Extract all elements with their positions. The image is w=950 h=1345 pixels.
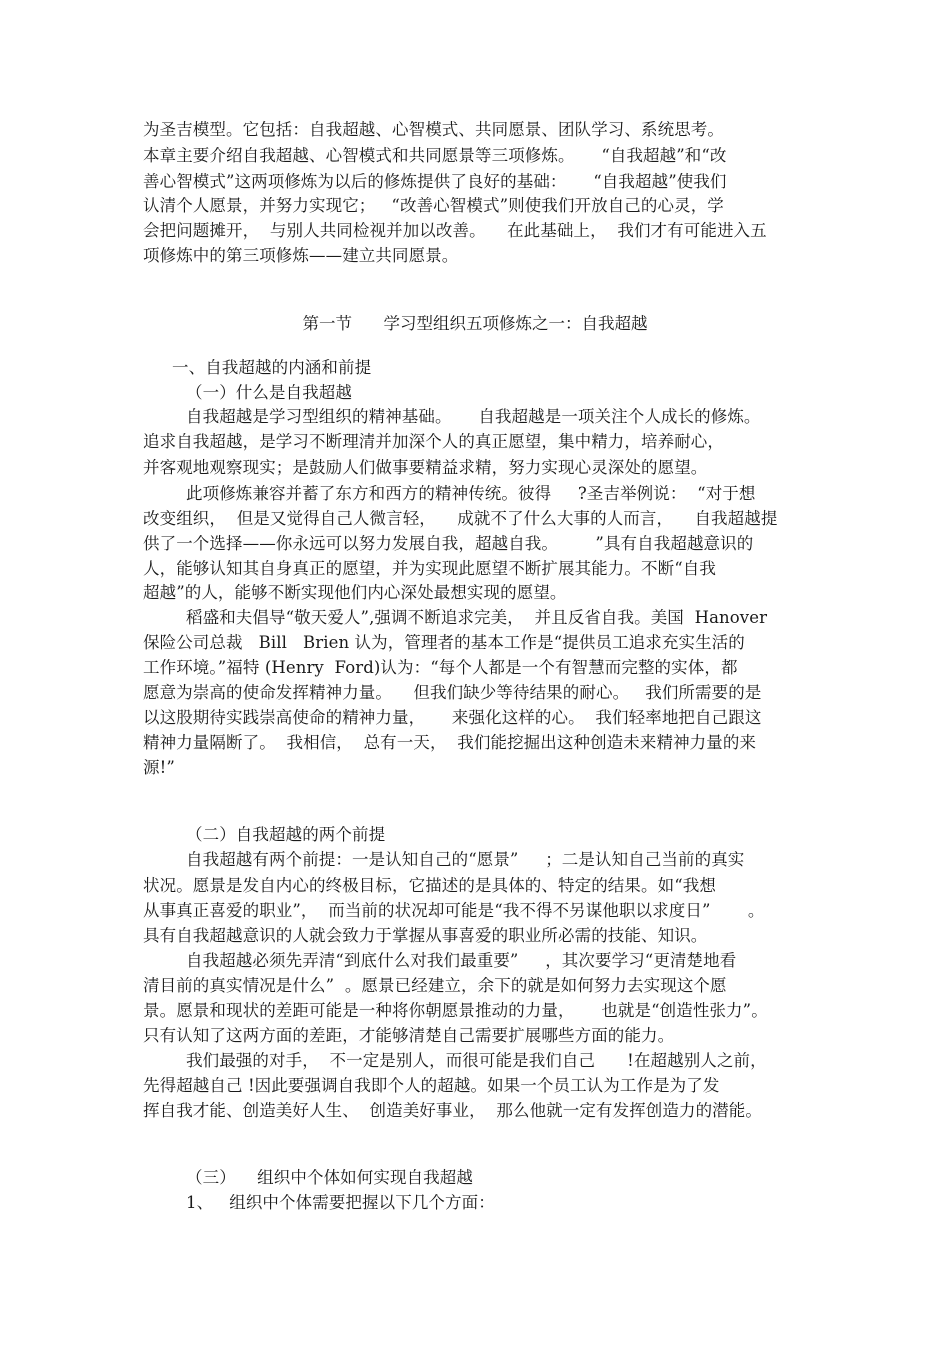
text-line: 供了一个选择——你永远可以努力发展自我，超越自我。 ”具有自我超越意识的 — [143, 534, 754, 553]
text-line: 景。愿景和现状的差距可能是一种将你朝愿景推动的力量， 也就是“创造性张力”。 — [143, 1001, 768, 1020]
text-line: 会把问题摊开， 与别人共同检视并加以改善。 在此基础上， 我们才有可能进入五 — [143, 221, 767, 240]
text-line: 追求自我超越，是学习不断理清并加深个人的真正愿望，集中精力，培养耐心， — [143, 432, 724, 451]
text-line: 自我超越是学习型组织的精神基础。 自我超越是一项关注个人成长的修炼。 — [186, 407, 761, 426]
text-line: 具有自我超越意识的人就会致力于掌握从事喜爱的职业所必需的技能、知识。 — [143, 926, 708, 945]
text-line: 人，能够认知其自身真正的愿望，并为实现此愿望不断扩展其能力。不断“自我 — [143, 559, 716, 578]
text-line: 以这股期待实践崇高使命的精神力量， 来强化这样的心。 我们轻率地把自己跟这 — [143, 708, 762, 727]
text-line: 善心智模式”这两项修炼为以后的修炼提供了良好的基础： “自我超越”使我们 — [143, 172, 727, 191]
text-line: 保险公司总裁 Bill Brien 认为，管理者的基本工作是“提供员工追求充实生活的 — [143, 633, 745, 652]
text-line: 状况。愿景是发自内心的终极目标，它描述的是具体的、特定的结果。如“我想 — [143, 876, 716, 895]
text-line: 我们最强的对手， 不一定是别人，而很可能是我们自己 !在超越别人之前， — [186, 1051, 767, 1070]
text-line: 认清个人愿景，并努力实现它； “改善心智模式”则使我们开放自己的心灵，学 — [143, 196, 724, 215]
part-heading: 一、自我超越的内涵和前提 — [172, 358, 372, 377]
text-line: 自我超越有两个前提：一是认知自己的“愿景” ；二是认知自己当前的真实 — [186, 850, 745, 869]
text-line: 从事真正喜爱的职业”， 而当前的状况却可能是“我不得不另谋他职以求度日” 。 — [143, 901, 765, 920]
text-line: 为圣吉模型。它包括：自我超越、心智模式、共同愿景、团队学习、系统思考。 — [143, 120, 724, 139]
text-line: 源!” — [143, 758, 175, 777]
text-line: 精神力量隔断了。 我相信， 总有一天， 我们能挖掘出这种创造未来精神力量的来 — [143, 733, 757, 752]
text-line: 本章主要介绍自我超越、心智模式和共同愿景等三项修炼。 “自我超越”和“改 — [143, 146, 727, 165]
text-line: 稻盛和夫倡导“敬天爱人”,强调不断追求完美， 并且反省自我。美国 Hanover — [186, 608, 768, 627]
text-line: 工作环境。”福特 (Henry Ford)认为：“每个人都是一个有智慧而完整的实体，都 — [143, 658, 738, 677]
subsection-heading: （二）自我超越的两个前提 — [186, 825, 386, 844]
text-line: 愿意为崇高的使命发挥精神力量。 但我们缺少等待结果的耐心。 我们所需要的是 — [143, 683, 762, 702]
text-line: 此项修炼兼容并蓄了东方和西方的精神传统。彼得 ?圣吉举例说： “对于想 — [186, 484, 756, 503]
text-line: 项修炼中的第三项修炼——建立共同愿景。 — [143, 246, 459, 265]
list-item: 1、 组织中个体需要把握以下几个方面： — [186, 1193, 495, 1212]
text-line: 改变组织， 但是又觉得自己人微言轻， 成就不了什么大事的人而言， 自我超越提 — [143, 509, 778, 528]
text-line: 先得超越自己 !因此要强调自我即个人的超越。如果一个员工认为工作是为了发 — [143, 1076, 720, 1095]
text-line: 超越”的人，能够不断实现他们内心深处最想实现的愿望。 — [143, 583, 567, 602]
text-line: 并客观地观察现实；是鼓励人们做事要精益求精，努力实现心灵深处的愿望。 — [143, 458, 708, 477]
section-title: 第一节 学习型组织五项修炼之一：自我超越 — [302, 314, 648, 333]
text-line: 挥自我才能、创造美好人生、 创造美好事业， 那么他就一定有发挥创造力的潜能。 — [143, 1101, 762, 1120]
text-line: 只有认知了这两方面的差距，才能够清楚自己需要扩展哪些方面的能力。 — [143, 1026, 675, 1045]
text-line: 自我超越必须先弄清“到底什么对我们最重要” ，其次要学习“更清楚地看 — [186, 951, 737, 970]
subsection-heading: （三） 组织中个体如何实现自我超越 — [186, 1168, 473, 1187]
subsection-heading: （一）什么是自我超越 — [186, 383, 352, 402]
text-line: 清目前的真实情况是什么” 。愿景已经建立，余下的就是如何努力去实现这个愿 — [143, 976, 727, 995]
